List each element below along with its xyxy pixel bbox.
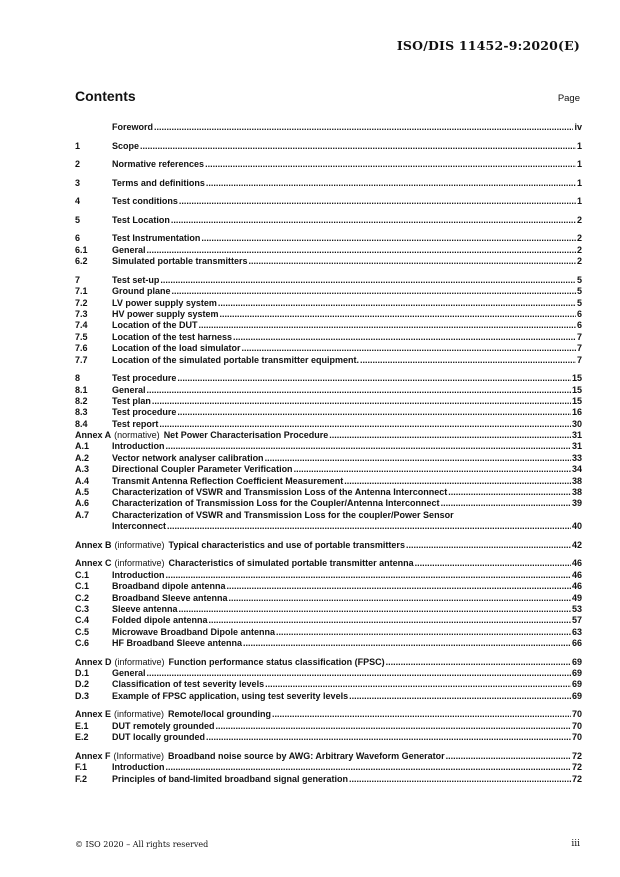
toc-page-number: 7	[576, 343, 582, 354]
toc-page-number: 16	[571, 407, 582, 418]
toc-section-title: Characteristics of simulated portable transmitter antenna	[168, 558, 414, 569]
toc-dot-leader	[154, 122, 573, 133]
toc-dot-leader	[360, 355, 576, 366]
toc-section-number: 6.1	[75, 244, 88, 255]
toc-section-title: Test conditions	[112, 196, 178, 207]
toc-section-number: C.1	[75, 569, 90, 580]
toc-annex-label: Annex C	[75, 558, 112, 569]
toc-section-number: E.1	[75, 720, 89, 731]
toc-entry[interactable]	[75, 464, 582, 475]
toc-section-title: Test Instrumentation	[112, 233, 201, 244]
toc-entry[interactable]	[75, 159, 582, 170]
toc-dot-leader	[242, 343, 576, 354]
toc-section-number: A.6	[75, 498, 90, 509]
toc-dot-leader	[147, 245, 576, 256]
toc-entry[interactable]	[75, 122, 582, 133]
toc-dot-leader	[249, 256, 576, 267]
toc-section-title: Location of the load simulator	[112, 343, 241, 354]
toc-section-title: Introduction	[112, 762, 165, 773]
toc-section-title: Typical characteristics and use of portable transmitters	[168, 539, 405, 550]
toc-page-number: 40	[571, 521, 582, 532]
toc-page-number: 42	[571, 539, 582, 550]
toc-page-number: 49	[571, 592, 582, 603]
toc-dot-leader	[206, 178, 576, 189]
toc-dot-leader	[441, 498, 571, 509]
toc-section-title: LV power supply system	[112, 297, 217, 308]
toc-page-number: 63	[571, 626, 582, 637]
toc-entry[interactable]	[75, 373, 582, 384]
toc-page-number: 70	[571, 709, 582, 720]
toc-annex-kind: (informative)	[114, 656, 165, 667]
toc-entry[interactable]	[75, 627, 582, 638]
toc-entry[interactable]	[75, 141, 582, 152]
toc-section-title: Broadband Sleeve antenna	[112, 592, 228, 603]
toc-dot-leader	[167, 521, 571, 532]
toc-page-number: 7	[576, 354, 582, 365]
toc-section-number: E.2	[75, 732, 89, 743]
toc-section-title: Test set-up	[112, 274, 160, 285]
toc-entry[interactable]	[75, 256, 582, 267]
toc-annex-entry[interactable]	[75, 751, 582, 762]
toc-dot-leader	[227, 581, 571, 592]
toc-dot-leader	[147, 385, 571, 396]
toc-dot-leader	[446, 751, 571, 762]
toc-section-title: Example of FPSC application, using test severity levels	[112, 690, 349, 701]
toc-entry[interactable]	[75, 615, 582, 626]
toc-entry[interactable]	[75, 215, 582, 226]
toc-dot-leader	[166, 762, 571, 773]
toc-page-number: 39	[571, 498, 582, 509]
toc-entry[interactable]	[75, 309, 582, 320]
toc-section-title: Characterization of VSWR and Transmission Loss of the Antenna Interconnect	[112, 487, 448, 498]
toc-section-number: 6.2	[75, 256, 88, 267]
toc-page-number: 31	[571, 430, 582, 441]
toc-dot-leader	[272, 709, 571, 720]
toc-dot-leader	[243, 638, 571, 649]
toc-section-title: Ground plane	[112, 286, 171, 297]
toc-section-number: F.2	[75, 773, 88, 784]
toc-section-title: Characterization of Transmission Loss for the Coupler/Antenna Interconnect	[112, 498, 440, 509]
toc-dot-leader	[276, 627, 571, 638]
toc-page-number: 69	[571, 690, 582, 701]
toc-section-title: Interconnect	[112, 521, 167, 532]
toc-dot-leader	[406, 540, 571, 551]
toc-section-title: Scope	[112, 140, 140, 151]
toc-section-number: 7.4	[75, 320, 88, 331]
toc-dot-leader	[179, 604, 571, 615]
toc-dot-leader	[265, 453, 571, 464]
toc-section-title: Location of the simulated portable transmitter equipment.	[112, 354, 360, 365]
toc-dot-leader	[206, 732, 571, 743]
toc-section-number: C.4	[75, 615, 90, 626]
toc-dot-leader	[220, 309, 576, 320]
toc-entry[interactable]	[75, 275, 582, 286]
toc-section-title: Normative references	[112, 159, 205, 170]
toc-section-title: Test plan	[112, 395, 151, 406]
toc-entry[interactable]	[75, 233, 582, 244]
toc-page-number: 5	[576, 286, 582, 297]
toc-section-title: Test report	[112, 418, 159, 429]
toc-annex-label: Annex B	[75, 539, 112, 550]
toc-dot-leader	[216, 721, 571, 732]
toc-section-number: 7.6	[75, 343, 88, 354]
toc-page-number: 38	[571, 487, 582, 498]
toc-page-number: 2	[576, 244, 582, 255]
toc-section-title: Sleeve antenna	[112, 603, 178, 614]
toc-page-number: 46	[571, 558, 582, 569]
toc-page-number: 31	[571, 441, 582, 452]
toc-page-number: 2	[576, 214, 582, 225]
toc-entry[interactable]	[75, 332, 582, 343]
toc-page-number: 30	[571, 418, 582, 429]
toc-entry[interactable]	[75, 355, 582, 366]
toc-annex-entry[interactable]	[75, 657, 582, 668]
toc-section-title: Principles of band-limited broadband signal generation	[112, 773, 349, 784]
toc-section-title: Broadband noise source by AWG: Arbitrary Waveform Generator	[168, 750, 445, 761]
toc-section-number: F.1	[75, 762, 88, 773]
toc-dot-leader	[448, 487, 571, 498]
toc-entry[interactable]	[75, 343, 582, 354]
toc-page-number: 46	[571, 581, 582, 592]
toc-entry[interactable]	[75, 396, 582, 407]
toc-page-number: 69	[571, 668, 582, 679]
toc-entry[interactable]	[75, 441, 582, 452]
table-of-contents	[75, 122, 582, 785]
toc-section-title: Transmit Antenna Reflection Coefficient Measurement	[112, 475, 344, 486]
toc-page-number: 69	[571, 679, 582, 690]
toc-section-number: 7.7	[75, 354, 88, 365]
toc-page-number: 1	[576, 140, 582, 151]
toc-annex-entry[interactable]	[75, 558, 582, 569]
toc-annex-entry[interactable]	[75, 430, 582, 441]
contents-heading: Contents	[75, 88, 136, 104]
toc-dot-leader	[294, 464, 571, 475]
toc-entry[interactable]	[75, 245, 582, 256]
toc-dot-leader	[218, 298, 576, 309]
toc-annex-label: Annex F	[75, 750, 111, 761]
toc-section-title: Classification of test severity levels	[112, 679, 265, 690]
toc-dot-leader	[415, 558, 571, 569]
toc-section-title: DUT locally grounded	[112, 732, 206, 743]
toc-section-number: A.1	[75, 441, 90, 452]
toc-section-number: A.2	[75, 452, 90, 463]
toc-page-number: 5	[576, 297, 582, 308]
toc-dot-leader	[166, 570, 571, 581]
toc-section-number: 7	[75, 274, 81, 285]
toc-dot-leader	[177, 407, 571, 418]
toc-section-title: General	[112, 384, 146, 395]
toc-section-title: Introduction	[112, 441, 165, 452]
toc-entry[interactable]	[75, 510, 582, 521]
toc-section-number: 5	[75, 214, 81, 225]
toc-dot-leader	[159, 419, 571, 430]
toc-annex-entry[interactable]	[75, 540, 582, 551]
toc-dot-leader	[172, 286, 576, 297]
toc-entry[interactable]	[75, 487, 582, 498]
toc-dot-leader	[205, 159, 576, 170]
toc-entry[interactable]	[75, 668, 582, 679]
page-column-label: Page	[557, 93, 580, 104]
toc-dot-leader	[386, 657, 571, 668]
toc-entry[interactable]	[75, 570, 582, 581]
toc-page-number: 5	[576, 274, 582, 285]
toc-dot-leader	[140, 141, 576, 152]
toc-section-title: General	[112, 668, 146, 679]
toc-entry[interactable]	[75, 721, 582, 732]
toc-section-title: General	[112, 244, 146, 255]
toc-section-title: Location of the test harness	[112, 331, 233, 342]
toc-annex-entry[interactable]	[75, 709, 582, 720]
toc-page-number: 15	[571, 395, 582, 406]
toc-entry[interactable]	[75, 476, 582, 487]
toc-page-number: 57	[571, 615, 582, 626]
copyright-footer: © ISO 2020 – All rights reserved	[75, 840, 209, 849]
toc-annex-kind: (normative)	[114, 430, 160, 441]
toc-section-number: 8	[75, 373, 81, 384]
toc-page-number: 53	[571, 603, 582, 614]
toc-page-number: 2	[576, 256, 582, 267]
toc-annex-label: Annex E	[75, 709, 112, 720]
toc-dot-leader	[147, 668, 571, 679]
toc-section-number: A.4	[75, 475, 90, 486]
toc-page-number: 72	[571, 750, 582, 761]
toc-page-number: 7	[576, 331, 582, 342]
toc-page-number: 1	[576, 159, 582, 170]
toc-annex-label: Annex D	[75, 656, 112, 667]
toc-section-number: 7.2	[75, 297, 88, 308]
toc-page-number: 6	[576, 320, 582, 331]
toc-entry[interactable]	[75, 732, 582, 743]
toc-section-title: Simulated portable transmitters	[112, 256, 248, 267]
toc-entry[interactable]	[75, 774, 582, 785]
toc-section-number: 7.5	[75, 331, 88, 342]
toc-dot-leader	[179, 196, 576, 207]
toc-annex-kind: (informative)	[114, 709, 165, 720]
toc-section-number: A.5	[75, 487, 90, 498]
toc-section-title: HF Broadband Sleeve antenna	[112, 638, 243, 649]
toc-dot-leader	[177, 373, 571, 384]
toc-entry[interactable]	[75, 691, 582, 702]
toc-section-number: 7.3	[75, 309, 88, 319]
toc-section-number: C.6	[75, 638, 90, 649]
toc-page-number: 66	[571, 638, 582, 649]
toc-annex-kind: (Informative)	[113, 750, 165, 761]
toc-page-number: 72	[571, 762, 582, 773]
toc-dot-leader	[199, 320, 576, 331]
toc-section-number: C.3	[75, 603, 90, 614]
toc-entry[interactable]	[75, 286, 582, 297]
toc-entry[interactable]	[75, 593, 582, 604]
toc-section-number: 7.1	[75, 286, 88, 297]
toc-annex-kind: (informative)	[114, 539, 165, 550]
toc-dot-leader	[152, 396, 571, 407]
toc-section-number: 4	[75, 196, 81, 207]
toc-section-title: Test procedure	[112, 373, 177, 384]
toc-section-title: HV power supply system	[112, 309, 219, 319]
toc-entry[interactable]	[75, 604, 582, 615]
toc-dot-leader	[171, 215, 576, 226]
toc-entry[interactable]	[75, 178, 582, 189]
toc-entry[interactable]	[75, 521, 582, 532]
toc-section-title: Net Power Characterisation Procedure	[163, 430, 329, 441]
toc-dot-leader	[344, 476, 571, 487]
toc-page-number: 6	[576, 309, 582, 319]
toc-page-number: 15	[571, 384, 582, 395]
toc-dot-leader	[160, 275, 576, 286]
toc-dot-leader	[233, 332, 576, 343]
toc-section-number: 6	[75, 233, 81, 244]
toc-dot-leader	[349, 691, 571, 702]
toc-page-number: 70	[571, 720, 582, 731]
page-number-footer: iii	[571, 839, 580, 849]
toc-section-number: A.7	[75, 509, 90, 520]
toc-dot-leader	[201, 233, 576, 244]
toc-section-number: C.1	[75, 581, 90, 592]
toc-page-number: 38	[571, 475, 582, 486]
toc-dot-leader	[349, 774, 571, 785]
toc-section-number: D.2	[75, 679, 90, 690]
toc-section-number: 8.1	[75, 384, 88, 395]
toc-section-title: Foreword	[112, 122, 154, 132]
toc-entry[interactable]	[75, 638, 582, 649]
toc-page-number: 72	[571, 773, 582, 784]
toc-section-number: 2	[75, 159, 81, 170]
toc-page-number: 69	[571, 656, 582, 667]
toc-section-number: 3	[75, 177, 81, 188]
toc-section-title: Test procedure	[112, 407, 177, 418]
toc-section-number: C.2	[75, 592, 90, 603]
toc-page-number: 2	[576, 233, 582, 244]
toc-page-number: iv	[574, 122, 582, 132]
toc-entry[interactable]	[75, 679, 582, 690]
toc-section-title: Vector network analyser calibration	[112, 452, 264, 463]
toc-entry[interactable]	[75, 407, 582, 418]
toc-section-title: Location of the DUT	[112, 320, 198, 331]
toc-entry[interactable]	[75, 419, 582, 430]
toc-section-number: 8.4	[75, 418, 88, 429]
toc-section-title: Broadband dipole antenna	[112, 581, 226, 592]
toc-section-number: 1	[75, 140, 81, 151]
toc-page-number: 1	[576, 196, 582, 207]
toc-page-number: 34	[571, 464, 582, 475]
toc-section-title: Test Location	[112, 214, 170, 225]
toc-entry[interactable]	[75, 762, 582, 773]
toc-entry[interactable]	[75, 320, 582, 331]
toc-section-number: D.3	[75, 690, 90, 701]
toc-dot-leader	[209, 615, 571, 626]
toc-section-title: Function performance status classification (FPSC)	[168, 656, 385, 667]
toc-dot-leader	[229, 593, 571, 604]
toc-section-number: 8.2	[75, 395, 88, 406]
toc-page-number: 1	[576, 177, 582, 188]
toc-page-number: 15	[571, 373, 582, 384]
toc-dot-leader	[329, 430, 571, 441]
toc-entry[interactable]	[75, 385, 582, 396]
toc-section-number: A.3	[75, 464, 90, 475]
toc-page-number: 46	[571, 569, 582, 580]
document-id-header: ISO/DIS 11452-9:2020(E)	[396, 38, 580, 53]
toc-section-title: Directional Coupler Parameter Verification	[112, 464, 293, 475]
toc-section-number: D.1	[75, 668, 90, 679]
toc-section-title: Folded dipole antenna	[112, 615, 208, 626]
toc-dot-leader	[166, 441, 571, 452]
toc-entry[interactable]	[75, 498, 582, 509]
toc-page-number: 70	[571, 732, 582, 743]
toc-annex-label: Annex A	[75, 430, 112, 441]
toc-section-title: Terms and definitions	[112, 177, 205, 188]
toc-dot-leader	[265, 679, 571, 690]
toc-annex-kind: (informative)	[114, 558, 165, 569]
toc-entry[interactable]	[75, 196, 582, 207]
toc-page-number: 33	[571, 452, 582, 463]
toc-entry[interactable]	[75, 298, 582, 309]
toc-section-title: Characterization of VSWR and Transmission Loss for the coupler/Power Sensor	[112, 509, 454, 520]
toc-section-title: Microwave Broadband Dipole antenna	[112, 626, 276, 637]
toc-entry[interactable]	[75, 453, 582, 464]
toc-entry[interactable]	[75, 581, 582, 592]
toc-section-title: DUT remotely grounded	[112, 720, 215, 731]
toc-section-number: 8.3	[75, 407, 88, 418]
toc-section-title: Introduction	[112, 569, 165, 580]
toc-section-number: C.5	[75, 626, 90, 637]
toc-section-title: Remote/local grounding	[168, 709, 272, 720]
